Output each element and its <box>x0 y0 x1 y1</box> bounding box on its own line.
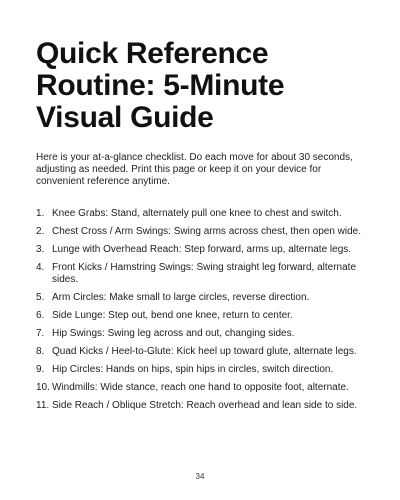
list-item <box>36 262 366 286</box>
list-item <box>36 346 366 358</box>
list-item-text: Chest Cross / Arm Swings: Swing arms across chest, then open wide. <box>52 226 362 237</box>
list-item <box>36 244 366 256</box>
list-item-text: Arm Circles: Make small to large circles, reverse direction. <box>52 292 310 303</box>
list-item <box>36 328 366 340</box>
list-item-number: 4. <box>36 262 45 273</box>
list-item-number: 3. <box>36 244 45 255</box>
list-item <box>36 382 366 394</box>
list-item-text: Lunge with Overhead Reach: Step forward, arms up, alternate legs. <box>52 244 352 255</box>
list-item <box>36 226 366 238</box>
page-title: Quick Reference Routine: 5-Minute Visual Guide <box>36 37 285 134</box>
list-item-number: 5. <box>36 292 45 303</box>
list-item-number: 11. <box>36 400 50 411</box>
page-number: 34 <box>195 472 205 481</box>
list-item-number: 9. <box>36 364 45 375</box>
routine-list <box>36 208 366 412</box>
list-item-text: Hip Circles: Hands on hips, spin hips in circles, switch direction. <box>52 364 334 375</box>
list-item-number: 1. <box>36 208 45 219</box>
list-item-text: Front Kicks / Hamstring Swings: Swing straight leg forward, alternate sides. <box>52 262 357 285</box>
list-item-number: 2. <box>36 226 45 237</box>
list-item-text: Quad Kicks / Heel-to-Glute: Kick heel up toward glute, alternate legs. <box>52 346 357 357</box>
list-item-number: 7. <box>36 328 45 339</box>
intro-paragraph: Here is your at-a-glance checklist. Do each move for about 30 seconds, adjusting as needed. Print this page or keep it on your device for convenient reference anytime. <box>36 152 353 187</box>
list-item <box>36 400 366 412</box>
document-page <box>36 38 366 418</box>
list-item-text: Knee Grabs: Stand, alternately pull one knee to chest and switch. <box>52 208 342 219</box>
list-item-number: 8. <box>36 346 45 357</box>
list-item <box>36 310 366 322</box>
list-item-text: Side Lunge: Step out, bend one knee, return to center. <box>52 310 293 321</box>
list-item-text: Hip Swings: Swing leg across and out, changing sides. <box>52 328 295 339</box>
list-item-number: 6. <box>36 310 45 321</box>
list-item <box>36 208 366 220</box>
list-item <box>36 292 366 304</box>
list-item-text: Side Reach / Oblique Stretch: Reach overhead and lean side to side. <box>52 400 358 411</box>
list-item <box>36 364 366 376</box>
list-item-number: 10. <box>36 382 50 393</box>
list-item-text: Windmills: Wide stance, reach one hand to opposite foot, alternate. <box>52 382 349 393</box>
